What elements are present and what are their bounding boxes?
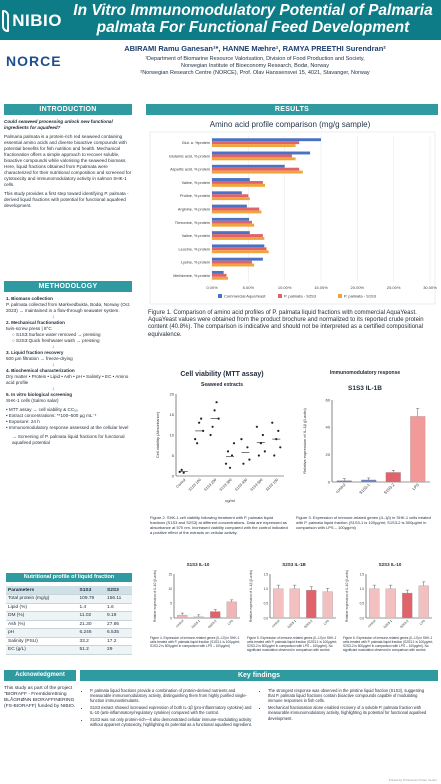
- table-cell: Ash (%): [6, 620, 78, 629]
- table-cell: 21.30: [78, 620, 106, 629]
- x-tick-label: 15.00%: [314, 285, 328, 290]
- bar: [212, 274, 227, 277]
- data-point: [198, 422, 200, 424]
- bar: [410, 416, 425, 482]
- x-tick-label: S1S3-2: [207, 618, 218, 630]
- table-cell: 27.86: [105, 620, 132, 629]
- bar: [212, 144, 296, 147]
- table-header-cell: Parameters: [6, 586, 78, 595]
- bar: [212, 244, 264, 247]
- method-substep: ○ S1S3:Surface water removed → pressing: [12, 332, 101, 337]
- key-findings-left: [84, 688, 254, 729]
- bar: [386, 472, 401, 482]
- il10-s1s3-chart: [150, 556, 246, 674]
- chart-title: S2S3 IL-1B: [282, 562, 306, 567]
- key-finding: • Mechanical fractionation alone enabled recovery of a soluble P. palmata fraction with measurable immunomodulatory activity, highlighting its potential for functional aquafeed development.: [268, 705, 432, 721]
- x-tick-label: control: [270, 618, 281, 629]
- table-row: [6, 612, 132, 621]
- results-heading: RESULTS: [146, 104, 438, 115]
- table-header-cell: S1S3: [78, 586, 106, 595]
- figure2-caption: Figure 2. SHK-1 cell viability following treatment with P. palmata liquid fractions (S1S3 and S2S3) at different concentrations. Data are expressed as absorbance at 570 nm. Increased viability compared with the control indicated a positive effect of the extracts on cellular activity.: [150, 515, 288, 535]
- figure3-caption: Figure 3. Expression of immune-related genes (IL-1β) in SHK-1 cells treated with P. palmata liquid fraction (S1S3-1 is 100µg/ml; S1S3-2 is 500µg/ml in comparison with LPS – 100µg/ml): [296, 515, 431, 530]
- footer-note: Printed by Printcenter Poster Center: [388, 778, 437, 782]
- y-tick-label: Threonine, % protein: [174, 220, 210, 225]
- y-tick-label: 0.5: [263, 601, 268, 606]
- bar: [337, 481, 352, 482]
- chart-subtitle: S1S3 IL-1B: [348, 385, 382, 392]
- table-cell: 1.6: [105, 603, 132, 612]
- x-tick-label: LPS: [411, 482, 420, 492]
- nutritional-heading: Nutritional profile of liquid fraction: [6, 573, 132, 582]
- bar: [402, 593, 412, 618]
- affiliations: [72, 56, 438, 77]
- x-tick-label: Control: [175, 477, 187, 489]
- il1b-s2s3-chart: [246, 556, 342, 674]
- y-tick-label: Lysine, % protein: [181, 260, 210, 265]
- y-tick-label: 1.5: [359, 572, 364, 577]
- data-point: [179, 471, 181, 473]
- y-tick-label: Glut. a. %protein: [181, 141, 210, 146]
- down-arrow-icon: ↓: [52, 314, 55, 319]
- table-row: [6, 646, 132, 655]
- il1b-s1s3-chart: [294, 364, 436, 512]
- bar: [212, 271, 224, 274]
- y-tick-label: 5: [171, 453, 174, 458]
- data-point: [211, 426, 213, 428]
- bar: [212, 141, 299, 144]
- nibio-logo-text: NIBIO: [12, 11, 62, 30]
- y-tick-label: Valine, % protein: [181, 234, 210, 239]
- y-tick-label: Aspartic acid, % protein: [170, 167, 210, 172]
- bar: [210, 612, 220, 618]
- chart-title: Cell viability (MTT assay): [180, 371, 264, 378]
- bar: [212, 154, 292, 157]
- data-point: [271, 422, 273, 424]
- affiliation-line: ¹Department of Biomarine Resource Valorisation, Division of Food Production and Society,: [145, 56, 365, 62]
- table-row: [6, 595, 132, 604]
- bar: [212, 247, 267, 250]
- bar: [273, 589, 283, 618]
- method-bullet: • MTT assay → cell viability & CC₅₀: [6, 407, 78, 412]
- bar: [212, 234, 263, 237]
- data-point: [213, 409, 215, 411]
- method-step-title: 1. Biomass collection: [6, 296, 53, 301]
- data-point: [181, 469, 183, 471]
- bar: [212, 152, 310, 155]
- table-cell: 17.2: [105, 637, 132, 646]
- method-step-title: 4. Biochemical characterization: [6, 368, 75, 373]
- acknowledgment-text: This study as part of the project "BIORAFF - Fremtidsrettning BLÅGRØNN BIORAFFINERING (FS-BIORAFF) funded by NIBIO.: [4, 686, 76, 709]
- key-findings-heading: Key findings: [80, 670, 438, 681]
- x-tick-label: S1S3 200: [203, 477, 218, 492]
- figure6-caption: Figure 6. Expression of immune-related genes (IL-10) in SHK-1 cells treated with P. palmata liquid fraction (S2S3-1 is 100µg/ml; S2S3-2 is 500µg/ml in comparison with LPS – 100µg/ml). No significant modulation observed in comparison with control.: [343, 636, 433, 652]
- y-axis-label: Relative expression of IL-10 (β-actin): [345, 569, 349, 623]
- poster-title: In Vitro Immunomodulatory Potential of Palmaria palmata For Functional Feed Development: [73, 2, 433, 36]
- affiliation-line: Norwegian Institute of Bioeconomy Research, Bodø, Norway: [181, 63, 329, 69]
- y-tick-label: Arginine, % protein: [177, 207, 210, 212]
- bar: [212, 218, 249, 221]
- table-cell: 6.535: [105, 629, 132, 638]
- y-axis-label: Relative expression of IL-10 (β-actin): [153, 569, 157, 623]
- method-final: → Screening of P. palmata liquid fractions for functional aquafeed potential: [12, 434, 125, 445]
- legend-label: P. palmata - S2S3: [284, 293, 316, 299]
- bar: [212, 178, 250, 181]
- bar: [369, 589, 379, 618]
- method-step-text: P. palmata collected from Mørkvedbukta, Bodø, Norway (Oct. 2023) → maintained in a flow-through seawater system.: [6, 302, 131, 313]
- bar: [212, 277, 228, 280]
- amino-chart-title: Amino acid profile comparison (mg/g sample): [209, 120, 371, 129]
- table-header-row: [6, 586, 132, 595]
- methodology-heading: METHODOLOGY: [4, 281, 132, 292]
- table-header-cell: S2S3: [105, 586, 132, 595]
- bar: [177, 615, 187, 618]
- table-cell: 29: [105, 646, 132, 655]
- bar: [290, 589, 300, 618]
- acknowledgment-heading: Acknowledgment: [4, 670, 76, 681]
- y-tick-label: 15: [168, 572, 172, 577]
- x-tick-label: S1S3 300: [218, 477, 233, 492]
- bar: [212, 210, 261, 213]
- y-tick-label: 60: [325, 397, 330, 403]
- y-axis-label: Cell viability (Absorbance): [155, 411, 160, 459]
- x-tick-label: S2S3-1: [286, 618, 297, 630]
- nutrition-table: [6, 586, 132, 655]
- x-tick-label: 30.00%: [423, 285, 437, 290]
- x-tick-label: LPS: [226, 618, 234, 626]
- table-cell: 156.11: [105, 595, 132, 604]
- data-point: [273, 454, 275, 456]
- chart-title: S2S3 IL-10: [378, 562, 402, 567]
- bar: [323, 592, 333, 618]
- table-cell: 109.79: [78, 595, 106, 604]
- bar: [212, 264, 254, 267]
- x-tick-label: S2S3-2: [303, 618, 314, 630]
- y-tick-label: Methionine, % protein: [173, 273, 210, 278]
- y-tick-label: 0.5: [359, 601, 364, 606]
- data-point: [277, 430, 279, 432]
- introduction-heading: INTRODUCTION: [4, 104, 132, 115]
- y-tick-label: Leucine, % protein: [178, 247, 210, 252]
- y-tick-label: 0: [327, 479, 330, 485]
- authors: ABIRAMI Ramu Ganesan¹*, HANNE Mæhre¹, RAMYA PREETHI Surendran²: [124, 44, 386, 53]
- method-step-text: SHK-1 cells (Salmo salar): [6, 398, 59, 403]
- x-tick-label: S1S3 100: [187, 477, 202, 492]
- bar: [212, 191, 242, 194]
- table-cell: 33.2: [78, 637, 106, 646]
- y-tick-label: 1.0: [359, 586, 364, 591]
- method-substep: ○ S2S3:Quick freshwater wash → pressing: [12, 338, 100, 343]
- table-cell: EC (g/L): [6, 646, 78, 655]
- y-tick-label: 15: [169, 412, 174, 417]
- method-bullet: • Immunomodulatory response assessed at the cellular level: [6, 425, 129, 430]
- table-cell: pH: [6, 629, 78, 638]
- y-tick-label: 0.0: [263, 616, 268, 621]
- bar: [212, 165, 285, 168]
- bar: [212, 231, 250, 234]
- bar: [212, 184, 265, 187]
- data-point: [256, 426, 258, 428]
- nibio-leaf-icon: [2, 10, 9, 32]
- data-point: [225, 463, 227, 465]
- data-point: [242, 463, 244, 465]
- y-tick-label: 0: [171, 473, 174, 479]
- method-step-title: 2. Mechanical fractionation: [6, 320, 65, 325]
- y-tick-label: 20: [169, 391, 174, 397]
- bar: [306, 590, 316, 618]
- y-tick-label: Glutamic acid, % protein: [168, 154, 210, 159]
- key-finding: • S1S3 was not only protein-rich—it also demonstrated cellular immune-modulating activity without apparent cytotoxicity, highlighting its potential as a functional aquafeed ingredient.: [90, 717, 254, 727]
- down-arrow-icon: ↓: [52, 362, 55, 367]
- intro-paragraph: Palmaria palmata is a protein-rich red seaweed containing essential amino acids and diverse bioactive compounds with potential benefits for fish nutrition and health. Mechanical fractionation offers a simple approach to recover soluble, bioactive compounds while valorising the seaweed biomass. Here, liquid fractions obtained from P.palmata were characterized for their nutritional composition and screened for cytotoxicity and immunomodulatory activity in salmon SHK-1 cells.: [4, 134, 132, 187]
- x-tick-label: control: [366, 618, 377, 629]
- data-point: [262, 434, 264, 436]
- table-cell: 51.2: [78, 646, 106, 655]
- bar: [212, 194, 248, 197]
- bar: [386, 589, 396, 618]
- data-point: [194, 438, 196, 440]
- bar: [212, 208, 259, 211]
- y-tick-label: Valine, % protein: [181, 180, 210, 185]
- y-tick-label: 0: [170, 616, 172, 621]
- data-point: [248, 459, 250, 461]
- table-cell: 1.4: [78, 603, 106, 612]
- down-arrow-icon: ↓: [52, 344, 55, 349]
- legend-swatch: [218, 294, 222, 298]
- table-cell: DM (%): [6, 612, 78, 621]
- figure5-caption: Figure 5. Expression of immune-related genes (IL-10) in SHK-1 cells treated with P. palmata liquid fraction (S2S3-1 is 100µg/ml; S2S3-2 is 500µg/ml in comparison with LPS – 100µg/ml). No significant modulation observed in comparison with control.: [247, 636, 337, 652]
- data-point: [264, 450, 266, 452]
- affiliation-line: ²Norwegian Research Centre (NORCE), Prof. Olav Hanssensvei 15, 4021, Stavanger, Norway: [140, 70, 370, 76]
- cell-viability-chart: [150, 364, 290, 512]
- chart-title: Immunomodulatory response: [329, 370, 401, 376]
- y-tick-label: 0.0: [359, 616, 364, 621]
- table-cell: Lipid (%): [6, 603, 78, 612]
- table-cell: Salinity (PSU): [6, 637, 78, 646]
- y-axis-label: Relative expression of IL-1β (β-actin): [249, 569, 253, 623]
- bar: [194, 617, 204, 618]
- data-point: [209, 434, 211, 436]
- amino-acid-chart: [150, 132, 435, 304]
- method-step-title: 3. Liquid fraction recovery: [6, 350, 64, 355]
- bar: [212, 197, 250, 200]
- figure4-caption: Figure 4. Expression of immune-related genes (IL-10) in SHK-1 cells treated with P. palmata liquid fraction (S1S3-1 is 100µg/ml; S1S3-2 is 500µg/ml in comparison with LPS – 100µg/ml): [150, 636, 240, 648]
- legend-swatch: [338, 294, 342, 298]
- legend-label: Commercial AquaYeast: [224, 293, 266, 299]
- bar: [212, 205, 247, 208]
- data-point: [183, 472, 185, 474]
- down-arrow-icon: ↓: [52, 386, 55, 391]
- x-tick-label: 0.00%: [206, 285, 218, 290]
- table-row: [6, 603, 132, 612]
- y-tick-label: Proline, % protein: [180, 194, 210, 199]
- bar: [212, 261, 252, 264]
- legend-label: P. palmata - S1S3: [344, 293, 376, 299]
- bar: [212, 157, 296, 160]
- method-step-text: Dry matter • Protein • Lipid • Ash • pH • Salinity • EC • Amino acid profile: [6, 374, 129, 385]
- y-tick-label: 20: [325, 451, 330, 457]
- data-point: [233, 442, 235, 444]
- figure1-caption: Figure 1. Comparison of amino acid profiles of P. palmata liquid fractions with commercial AquaYeast. AquaYeast values were obtained from the product brochure and normalized to its reported crude protein content (40.8%). The comparison is indicative and should not be interpreted as a certified compositional equivalence.: [148, 310, 424, 338]
- x-tick-label: S1S3 500: [249, 477, 264, 492]
- method-bullet: • Exposure: 24 h: [6, 419, 40, 424]
- legend-swatch: [278, 294, 282, 298]
- bar: [212, 224, 254, 227]
- y-tick-label: 1.5: [263, 572, 268, 577]
- bar: [212, 258, 263, 261]
- bar: [212, 171, 303, 174]
- y-tick-label: 1.0: [263, 586, 268, 591]
- header-banner: [0, 0, 441, 40]
- data-point: [200, 418, 202, 420]
- table-cell: 11.02: [78, 612, 106, 621]
- x-tick-label: LPS: [418, 618, 426, 626]
- method-step-text: twin-screw press | 8°C: [6, 326, 52, 331]
- table-row: [6, 620, 132, 629]
- y-tick-label: 5: [170, 601, 172, 606]
- bar: [361, 480, 376, 482]
- x-tick-label: S2S3 100: [264, 477, 279, 492]
- chart-title: S1S3 IL-10: [186, 562, 210, 567]
- x-tick-label: S2S3-2: [399, 618, 410, 630]
- methodology-body: [6, 296, 132, 446]
- bar: [212, 138, 321, 141]
- nibio-logo: [2, 4, 62, 38]
- key-finding: • The strongest response was observed in the pristine liquid fraction (S1S3), suggesting that P. palmata liquid fractions contain bioactive compounds capable of modulating immune responses in fish cells.: [268, 688, 432, 704]
- table-cell: Total protein (mg/g): [6, 595, 78, 604]
- data-point: [196, 442, 198, 444]
- data-point: [279, 446, 281, 448]
- bar: [212, 168, 299, 171]
- x-tick-label: 25.00%: [386, 285, 401, 290]
- x-tick-label: S1S3-1: [190, 618, 201, 630]
- x-tick-label: LPS: [322, 618, 330, 626]
- bar: [212, 181, 263, 184]
- table-row: [6, 629, 132, 638]
- introduction-body: [4, 119, 132, 212]
- key-findings-right: [262, 688, 432, 722]
- x-tick-label: 5.00%: [242, 285, 255, 290]
- x-tick-label: 20.00%: [350, 285, 365, 290]
- bar: [227, 602, 237, 618]
- intro-question: Could seaweed processing unlock new functional ingredients for aquafeed?: [4, 119, 113, 130]
- chart-subtitle: Seaweed extracts: [201, 382, 243, 388]
- intro-paragraph: This study provides a first step toward identifying P. palmata -derived liquid fractions with potential for functional aquafeed development.: [4, 191, 129, 208]
- x-axis-label: ug/ml: [225, 498, 235, 503]
- key-finding: • S1S3 extract showed increased expression of both IL-1β (pro-inflammatory cytokine) and IL-10 (anti-inflammatory/regulatory cytokine) compared with the control.: [90, 705, 254, 715]
- method-step-text: 500 µm filtration → freeze-drying: [6, 356, 73, 361]
- y-axis-label: Relative expression of IL-1β (β-actin): [302, 408, 307, 474]
- y-tick-label: 10: [169, 432, 174, 438]
- data-point: [227, 450, 229, 452]
- data-point: [229, 467, 231, 469]
- data-point: [258, 454, 260, 456]
- bar: [419, 586, 429, 618]
- y-tick-label: 10: [168, 586, 172, 591]
- y-tick-label: 40: [325, 424, 330, 430]
- method-step-title: 5. In vitro biological screening: [6, 392, 73, 397]
- x-tick-label: control: [334, 482, 347, 495]
- data-point: [246, 446, 248, 448]
- x-tick-label: 10.00%: [277, 285, 292, 290]
- data-point: [215, 401, 217, 403]
- il10-s2s3-chart: [342, 556, 438, 674]
- x-tick-label: control: [174, 618, 185, 629]
- x-tick-label: S1S3-2: [382, 482, 396, 496]
- key-finding: • P. palmata liquid fractions provide a combination of protein-derived nutrients and measurable immunomodulatory activity, distinguishing them from highly purified single-function immunostimulants.: [90, 688, 254, 704]
- data-point: [240, 438, 242, 440]
- table-row: [6, 637, 132, 646]
- method-bullet: • Extract concentrations: **100–500 µg mL⁻¹: [6, 413, 97, 418]
- table-cell: 9.19: [105, 612, 132, 621]
- x-tick-label: S1S3 400: [234, 477, 249, 492]
- table-cell: 6.246: [78, 629, 106, 638]
- norce-logo: [6, 46, 66, 76]
- norce-logo-text: NORCE: [6, 53, 62, 69]
- x-tick-label: S2S3-1: [382, 618, 393, 630]
- bar: [212, 250, 269, 253]
- x-tick-label: S1S3-1: [357, 482, 371, 496]
- bar: [212, 221, 252, 224]
- bar: [212, 237, 264, 240]
